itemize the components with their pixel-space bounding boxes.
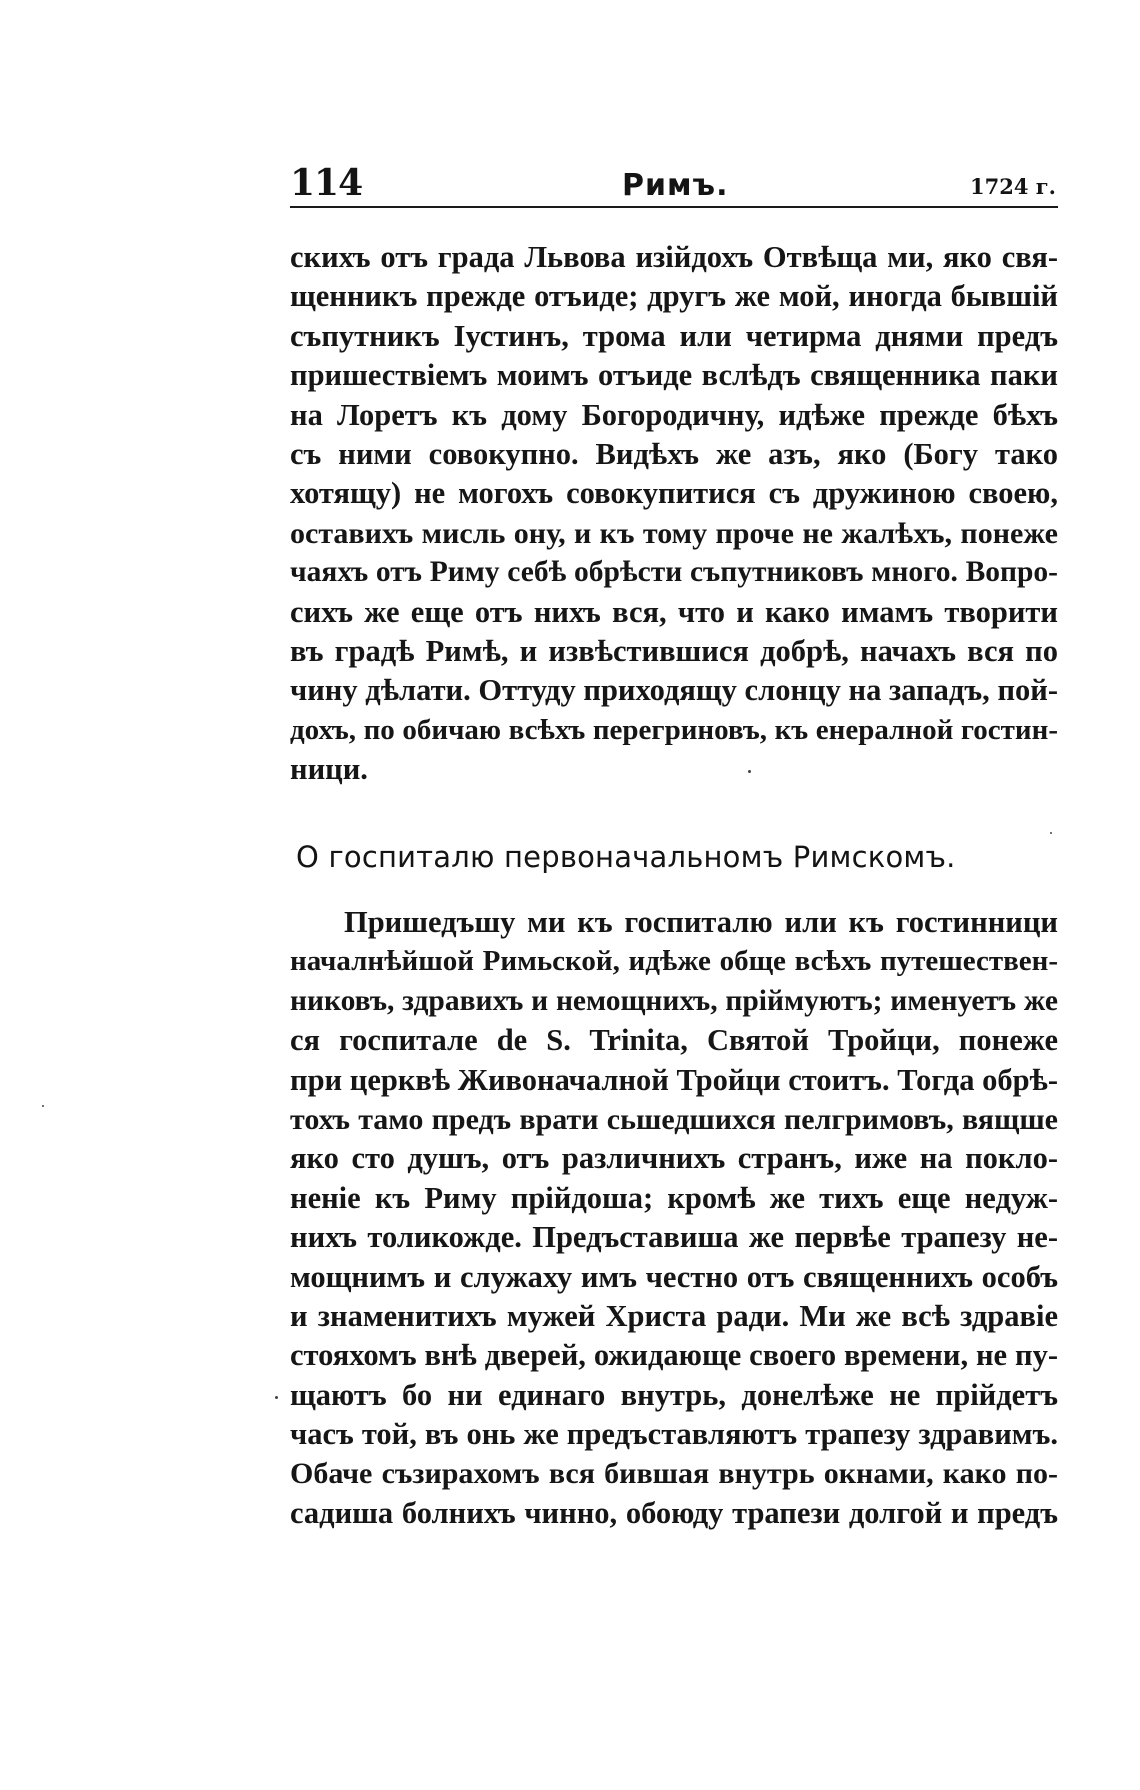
- text-line: съпутникъ Іустинъ, трома или четирма днями предъ: [290, 318, 1058, 353]
- section-heading: О госпиталю первоначальномъ Римскомъ.: [296, 840, 956, 874]
- text-line: ници.: [290, 752, 368, 787]
- text-line: чаяхъ отъ Риму себѣ обрѣсти съпутниковъ много. Вопро-: [290, 556, 1058, 589]
- paragraph-hospital: [290, 903, 1058, 1533]
- text-line: садиша болнихъ чинно, обоюду трапези долгой и предъ: [290, 1495, 1058, 1530]
- text-line: въ градѣ Римѣ, и извѣстившися добрѣ, начахъ вся по: [290, 633, 1058, 668]
- print-speck: [42, 1105, 44, 1107]
- text-line: хотящу) не могохъ совокупитися съ дружиною своею,: [290, 476, 1058, 511]
- text-line: чину дѣлати. Оттуду приходящу слонцу на западъ, пой-: [290, 673, 1058, 708]
- running-title: Римъ.: [622, 168, 729, 203]
- text-line: никовъ, здравихъ и немощнихъ, пріймуютъ; именуетъ же: [290, 984, 1058, 1017]
- text-line: Обаче съзирахомъ вся бившая внутрь окнами, како по-: [290, 1457, 1058, 1491]
- page-header: [290, 160, 1058, 208]
- text-line: мощнимъ и служаху имъ честно отъ священнихъ особъ: [290, 1259, 1058, 1294]
- text-line: неніе къ Риму прійдоша; кромѣ же тихъ еще недуж-: [290, 1180, 1058, 1215]
- print-speck: [748, 770, 751, 773]
- text-line: щаютъ бо ни единаго внутрь, донелѣже не прійдетъ: [290, 1377, 1058, 1412]
- text-line: часъ той, въ онь же предъставляютъ трапезу здравимъ.: [290, 1417, 1058, 1452]
- text-line: скихъ отъ града Львова изійдохъ Отвѣща ми, яко свя-: [290, 240, 1058, 274]
- text-line: оставихъ мисль ону, и къ тому проче не жалѣхъ, понеже: [290, 516, 1058, 550]
- text-line: при церквѣ Живоначалной Тройци стоитъ. Тогда обрѣ-: [290, 1062, 1058, 1097]
- page-number: 114: [290, 162, 363, 204]
- text-line: и знаменитихъ мужей Христа ради. Ми же всѣ здравіе: [290, 1298, 1058, 1333]
- text-line: Пришедъшу ми къ госпиталю или къ гостинници: [344, 905, 1058, 939]
- text-line: щенникъ прежде отъиде; другъ же мой, иногда бывшій: [290, 279, 1058, 314]
- text-line: ся госпитале de S. Trinita, Святой Тройци, понеже: [290, 1023, 1058, 1058]
- paragraph-continued: [290, 238, 1058, 789]
- text-line: яко сто душъ, отъ различнихъ странъ, иже на покло-: [290, 1141, 1058, 1176]
- print-speck: [275, 1396, 278, 1399]
- text-line: стояхомъ внѣ дверей, ожидающе своего времени, не пу-: [290, 1338, 1058, 1373]
- text-line: дохъ, по обичаю всѣхъ перегриновъ, къ енералной гостин-: [290, 713, 1058, 746]
- text-line: сихъ же еще отъ нихъ вся, что и како имамъ творити: [290, 594, 1058, 629]
- page-year: 1724 г.: [970, 174, 1056, 199]
- text-line: пришествіемъ моимъ отъиде вслѣдъ священника паки: [290, 358, 1058, 393]
- text-line: началнѣйшой Римьской, идѣже обще всѣхъ путешествен-: [290, 945, 1058, 978]
- print-speck: [1050, 832, 1052, 834]
- text-line: на Лоретъ къ дому Богородичну, идѣже прежде бѣхъ: [290, 397, 1058, 432]
- text-line: нихъ толикожде. Предъставиша же первѣе трапезу не-: [290, 1220, 1058, 1255]
- text-line: съ ними совокупно. Видѣхъ же азъ, яко (Богу тако: [290, 436, 1058, 471]
- text-line: тохъ тамо предъ врати сьшедшихся пелгримовъ, вящше: [290, 1102, 1058, 1136]
